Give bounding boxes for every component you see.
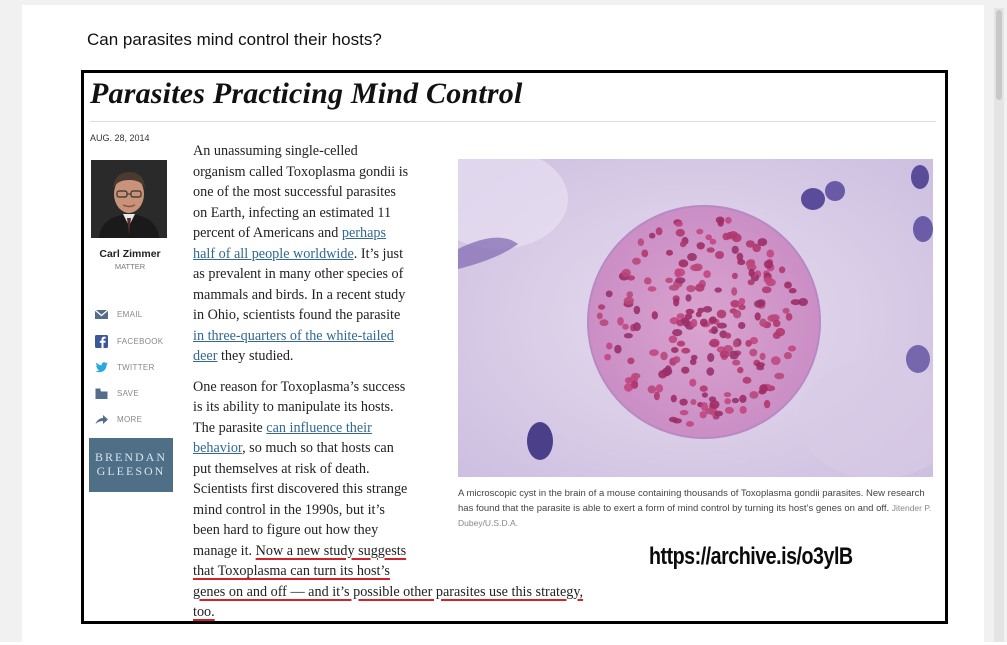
archive-url[interactable]: https://archive.is/o3ylB — [649, 543, 853, 570]
parasite-nucleus — [755, 312, 761, 320]
parasite-nucleus — [648, 286, 657, 291]
p2-text: manage it. — [193, 542, 256, 559]
parasite-nucleus — [672, 329, 682, 336]
parasite-nucleus — [764, 400, 770, 408]
parasite-nucleus — [632, 258, 641, 265]
parasite-nucleus — [679, 399, 687, 406]
parasite-nucleus — [649, 233, 655, 239]
highlighted-text: that Toxoplasma can turn its host’s — [193, 563, 390, 579]
parasite-nucleus — [644, 277, 652, 284]
parasite-nucleus — [779, 266, 785, 273]
parasite-nucleus — [627, 291, 634, 298]
parasite-nucleus — [703, 270, 711, 278]
parasite-nucleus — [707, 247, 715, 252]
parasite-nucleus — [673, 298, 679, 306]
parasite-nucleus — [669, 336, 678, 344]
parasite-nucleus — [724, 333, 731, 339]
parasite-nucleus — [597, 313, 603, 320]
article-date: AUG. 28, 2014 — [90, 133, 150, 143]
p2-line: One reason for Toxoplasma’s success — [193, 378, 406, 395]
parasite-nucleus — [714, 411, 723, 417]
caption-text: A microscopic cyst in the brain of a mouse containing thousands of Toxoplasma gondii parasites. New research has found that the parasite is able to exert a form of mind control by turning its host’s genes on and off. — [458, 488, 925, 514]
parasite-nucleus — [758, 390, 766, 395]
parasite-nucleus — [671, 347, 679, 353]
scrollbar-thumb[interactable] — [996, 10, 1002, 100]
parasite-nucleus — [710, 239, 717, 245]
document-heading: Can parasites mind control their hosts? — [87, 30, 382, 49]
parasite-nucleus — [690, 264, 700, 271]
parasite-nucleus — [730, 300, 739, 308]
parasite-nucleus — [697, 242, 705, 249]
p2-line: been hard to figure out how they — [193, 522, 379, 538]
parasite-nucleus — [675, 221, 683, 226]
parasite-nucleus — [784, 352, 792, 359]
parasite-nucleus — [745, 340, 752, 347]
parasite-nucleus — [783, 308, 790, 314]
parasite-nucleus — [732, 246, 739, 254]
parasite-nucleus — [757, 299, 766, 306]
behavior-link-end[interactable]: behavior — [193, 440, 243, 456]
parasite-nucleus — [709, 316, 717, 323]
parasite-nucleus — [732, 273, 738, 279]
article-screenshot — [81, 70, 948, 624]
parasite-nucleus — [718, 219, 724, 227]
parasite-nucleus — [681, 367, 689, 374]
parasite-nucleus — [746, 240, 755, 247]
parasite-nucleus — [696, 312, 702, 318]
parasite-nucleus — [756, 362, 765, 367]
parasite-nucleus — [758, 238, 768, 246]
p1-text: they studied. — [217, 348, 294, 364]
parasite-nucleus — [788, 346, 796, 352]
parasite-nucleus — [724, 392, 731, 397]
parasite-nucleus — [695, 284, 704, 292]
twitter-icon — [94, 360, 109, 375]
parasite-nucleus — [598, 304, 605, 309]
parasite-nucleus — [677, 313, 685, 319]
parasite-nucleus — [773, 332, 781, 339]
parasite-nucleus — [691, 319, 698, 327]
share-twitter[interactable] — [94, 358, 155, 376]
parasite-nucleus — [732, 233, 742, 242]
parasite-nucleus — [717, 310, 727, 319]
parasite-nucleus — [656, 384, 663, 392]
highlighted-text: Now a new study suggests — [255, 542, 407, 559]
parasite-nucleus — [665, 278, 673, 283]
p2-line: mind control in the 1990s, but it’s — [193, 501, 385, 518]
parasite-nucleus — [732, 398, 739, 403]
advertisement[interactable] — [89, 438, 173, 492]
highlighted-text: genes on and off — and it’s possible other parasites use this strategy, — [193, 583, 584, 600]
image-credit: Jitender P. Dubey/U.S.D.A. — [458, 503, 932, 528]
parasite-nucleus — [764, 277, 774, 283]
p1-line: mammals and birds. In a recent study — [193, 286, 406, 303]
parasite-nucleus — [700, 385, 708, 391]
parasite-nucleus — [762, 286, 772, 293]
parasite-nucleus — [671, 395, 677, 403]
parasite-nucleus — [749, 269, 755, 277]
parasite-nucleus — [686, 285, 695, 292]
facebook-icon — [94, 334, 109, 349]
share-facebook-label: FACEBOOK — [117, 336, 164, 346]
p1-line: in Ohio, scientists found the parasite — [193, 307, 401, 323]
parasite-nucleus — [703, 306, 712, 313]
parasite-nucleus — [738, 322, 745, 329]
worldwide-link[interactable]: half of all people worldwide — [193, 245, 354, 262]
cyst-micrograph — [458, 159, 933, 477]
parasite-nucleus — [784, 282, 792, 289]
parasite-nucleus — [652, 311, 658, 319]
parasite-nucleus — [660, 352, 667, 361]
parasite-nucleus — [733, 339, 739, 347]
parasite-nucleus — [720, 351, 730, 359]
parasite-nucleus — [743, 377, 752, 384]
p1-line: as prevalent in many other species of — [193, 266, 404, 282]
parasite-nucleus — [627, 358, 634, 365]
highlighted-text: too. — [193, 604, 215, 620]
parasite-nucleus — [774, 373, 784, 380]
parasite-nucleus — [638, 238, 644, 246]
parasite-nucleus — [658, 370, 667, 378]
parasite-nucleus — [773, 320, 781, 327]
parasite-nucleus — [689, 379, 696, 387]
p2-line: is its ability to manipulate its hosts. — [193, 399, 394, 415]
parasite-nucleus — [600, 319, 609, 326]
parasite-nucleus — [732, 360, 740, 366]
parasite-nucleus — [764, 260, 773, 269]
parasite-nucleus — [739, 395, 746, 403]
parasite-nucleus — [676, 229, 685, 237]
parasite-nucleus — [686, 421, 694, 427]
parasite-nucleus — [648, 385, 657, 393]
share-save[interactable] — [94, 384, 139, 402]
parasite-nucleus — [748, 279, 755, 285]
parasite-nucleus — [686, 294, 692, 301]
parasite-nucleus — [631, 380, 638, 389]
ad-line-1: BRENDAN — [94, 450, 167, 464]
p1-line: on Earth, infecting an estimated 11 — [193, 204, 392, 221]
parasite-nucleus — [700, 319, 708, 327]
ad-line-2: GLEESON — [96, 464, 166, 478]
p1-text: percent of Americans and — [193, 225, 342, 241]
save-icon — [94, 386, 109, 401]
parasite-nucleus — [624, 297, 634, 305]
parasite-nucleus — [737, 253, 744, 262]
parasite-nucleus — [706, 367, 714, 376]
parasite-nucleus — [673, 418, 682, 423]
p1-line: organism called Toxoplasma gondii is — [193, 163, 409, 180]
parasite-nucleus — [656, 227, 663, 235]
parasite-nucleus — [747, 259, 755, 265]
author-name: Carl Zimmer — [99, 248, 161, 260]
parasite-nucleus — [717, 323, 727, 329]
parasite-nucleus — [738, 304, 745, 310]
p2-line — [193, 582, 733, 603]
article-headline: Parasites Practicing Mind Control — [90, 77, 523, 110]
parasite-nucleus — [724, 398, 731, 404]
parasite-nucleus — [622, 324, 629, 330]
behavior-link[interactable]: can influence their — [266, 419, 372, 436]
parasite-nucleus — [710, 400, 720, 409]
parasite-nucleus — [789, 288, 797, 293]
parasite-nucleus — [654, 392, 660, 401]
parasite-nucleus — [617, 317, 624, 326]
p1-line: An unassuming single-celled — [193, 143, 358, 159]
parasite-nucleus — [634, 306, 641, 315]
parasite-nucleus — [727, 232, 733, 240]
parasite-nucleus — [680, 241, 686, 247]
parasite-nucleus — [687, 253, 697, 261]
scrollbar[interactable] — [994, 8, 1004, 642]
parasite-nucleus — [624, 333, 633, 338]
parasite-nucleus — [614, 345, 621, 354]
p2-line: put themselves at risk of death. — [193, 460, 370, 477]
p2-text: The parasite — [193, 419, 267, 436]
share-save-label: SAVE — [117, 388, 139, 398]
parasite-nucleus — [701, 402, 708, 411]
parasite-nucleus — [625, 377, 632, 383]
share-more-label: MORE — [117, 414, 143, 424]
p1-text: . It’s just — [353, 245, 404, 262]
parasite-nucleus — [680, 410, 689, 415]
parasite-nucleus — [606, 291, 613, 298]
parasite-nucleus — [715, 251, 724, 259]
parasite-nucleus — [676, 268, 686, 276]
parasite-nucleus — [622, 269, 631, 277]
parasite-nucleus — [641, 250, 648, 258]
parasite-nucleus — [673, 356, 680, 363]
parasite-nucleus — [711, 326, 718, 334]
parasite-nucleus — [725, 407, 734, 414]
parasite-nucleus — [681, 348, 690, 354]
image-caption — [458, 486, 933, 531]
parasite-nucleus — [675, 277, 685, 283]
p2-line — [193, 602, 733, 623]
parasite-nucleus — [690, 359, 697, 365]
parasite-nucleus — [791, 299, 801, 305]
parasite-nucleus — [604, 354, 611, 361]
parasite-nucleus — [707, 353, 714, 362]
deer-study-link[interactable]: in three-quarters of the white-tailed — [193, 327, 394, 344]
share-more[interactable] — [94, 410, 142, 428]
parasite-nucleus — [760, 353, 766, 360]
parasite-nucleus — [679, 259, 689, 267]
parasite-nucleus — [606, 343, 612, 350]
parasite-nucleus — [767, 250, 775, 258]
p2-text: , so much so that hosts can — [242, 440, 394, 456]
parasite-nucleus — [633, 322, 641, 331]
deer-study-link-end[interactable]: deer — [193, 348, 218, 364]
parasite-nucleus — [725, 217, 732, 224]
parasite-nucleus — [677, 341, 685, 347]
parasite-nucleus — [737, 367, 743, 373]
share-twitter-label: TWITTER — [117, 362, 155, 372]
parasite-nucleus — [740, 406, 747, 414]
p2-line: Scientists first discovered this strange — [193, 481, 408, 497]
p1-line: one of the most successful parasites — [193, 184, 396, 200]
parasite-nucleus — [666, 250, 673, 256]
parasite-nucleus — [759, 319, 766, 327]
parasite-nucleus — [733, 310, 741, 319]
parasite-nucleus — [649, 349, 659, 356]
parasite-nucleus — [731, 287, 737, 295]
parasite-nucleus — [696, 229, 703, 235]
perhaps-link[interactable]: perhaps — [341, 225, 387, 241]
parasite-nucleus — [669, 285, 679, 291]
email-icon — [94, 307, 109, 322]
parasite-nucleus — [771, 356, 781, 365]
parasite-nucleus — [749, 349, 757, 357]
more-icon — [94, 412, 109, 427]
parasite-nucleus — [715, 287, 722, 292]
share-facebook[interactable] — [94, 332, 163, 350]
author-photo — [91, 160, 167, 238]
author-outlet: MATTER — [114, 262, 146, 271]
parasite-nucleus — [686, 309, 695, 315]
parasite-nucleus — [729, 351, 738, 360]
parasite-nucleus — [709, 341, 719, 347]
share-email-label: EMAIL — [117, 309, 143, 319]
share-email[interactable] — [94, 305, 143, 323]
parasite-nucleus — [690, 399, 696, 405]
parasite-nucleus — [702, 392, 708, 397]
parasite-nucleus — [749, 391, 758, 399]
headline-divider — [90, 121, 936, 122]
parasite-nucleus — [786, 313, 793, 321]
